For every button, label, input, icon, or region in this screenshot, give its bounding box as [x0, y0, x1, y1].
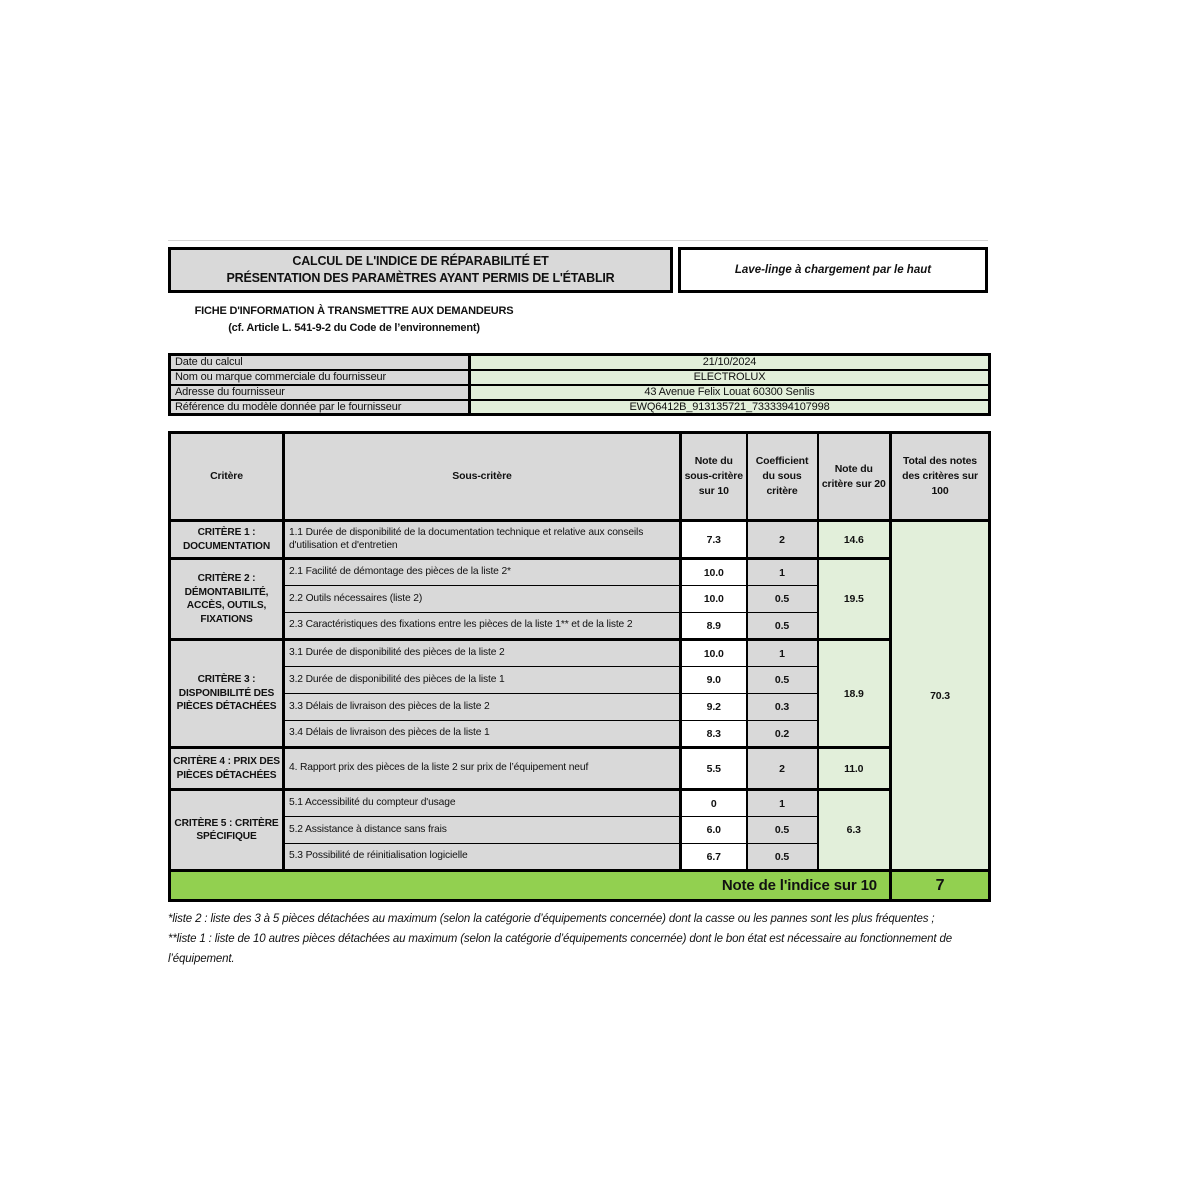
- subcriterion-cell: 4. Rapport prix des pièces de la liste 2 sur prix de l’équipement neuf: [284, 748, 681, 790]
- criterion-5-cell: CRITÈRE 5 : CRITÈRE SPÉCIFIQUE: [170, 790, 284, 871]
- product-type-label: Lave-linge à chargement par le haut: [734, 264, 932, 276]
- note20-cell: 14.6: [818, 521, 891, 559]
- document-content: [168, 240, 988, 969]
- table-row: [170, 521, 990, 559]
- info-row-address: [170, 385, 990, 400]
- column-header-total: Total des notes des critères sur 100: [891, 433, 990, 521]
- criteria-table: [168, 431, 991, 902]
- note10-cell: 10.0: [681, 559, 747, 586]
- note10-cell: 6.7: [681, 844, 747, 871]
- info-label: Référence du modèle donnée par le fournisseur: [170, 400, 470, 415]
- coefficient-cell: 1: [747, 640, 818, 667]
- note10-cell: 6.0: [681, 817, 747, 844]
- total-100-cell: 70.3: [891, 521, 990, 871]
- coefficient-cell: 2: [747, 521, 818, 559]
- coefficient-cell: 1: [747, 790, 818, 817]
- coefficient-cell: 1: [747, 559, 818, 586]
- column-header-critere: Critère: [170, 433, 284, 521]
- info-label: Date du calcul: [170, 355, 470, 370]
- table-row: [170, 790, 990, 817]
- footnote-liste2: *liste 2 : liste des 3 à 5 pièces détachées au maximum (selon la catégorie d’équipements concernée) dont la casse ou les pannes sont les plus fréquentes ;: [168, 913, 935, 925]
- criterion-2-cell: CRITÈRE 2 : DÉMONTABILITÉ, ACCÈS, OUTILS, FIXATIONS: [170, 559, 284, 640]
- note20-cell: 6.3: [818, 790, 891, 871]
- final-score-value: 7: [891, 871, 990, 901]
- subcriterion-cell: 3.1 Durée de disponibilité des pièces de la liste 2: [284, 640, 681, 667]
- criterion-4-cell: CRITÈRE 4 : PRIX DES PIÈCES DÉTACHÉES: [170, 748, 284, 790]
- info-value: 21/10/2024: [470, 355, 990, 370]
- note10-cell: 5.5: [681, 748, 747, 790]
- note20-cell: 18.9: [818, 640, 891, 748]
- document-subtitle: [168, 303, 540, 337]
- note10-cell: 8.3: [681, 721, 747, 748]
- info-row-brand: [170, 370, 990, 385]
- table-row: [170, 559, 990, 586]
- note10-cell: 10.0: [681, 640, 747, 667]
- note10-cell: 7.3: [681, 521, 747, 559]
- info-value: ELECTROLUX: [470, 370, 990, 385]
- note10-cell: 9.2: [681, 694, 747, 721]
- table-row: [170, 640, 990, 667]
- subcriterion-cell: 3.4 Délais de livraison des pièces de la liste 1: [284, 721, 681, 748]
- document-header: [168, 247, 988, 293]
- subcriterion-cell: 5.3 Possibilité de réinitialisation logicielle: [284, 844, 681, 871]
- subcriterion-cell: 3.3 Délais de livraison des pièces de la liste 2: [284, 694, 681, 721]
- coefficient-cell: 0.5: [747, 844, 818, 871]
- info-row-date: [170, 355, 990, 370]
- info-label: Adresse du fournisseur: [170, 385, 470, 400]
- subcriterion-cell: 5.1 Accessibilité du compteur d'usage: [284, 790, 681, 817]
- subcriterion-cell: 2.3 Caractéristiques des fixations entre les pièces de la liste 1** et de la liste 2: [284, 613, 681, 640]
- coefficient-cell: 0.5: [747, 613, 818, 640]
- subtitle-line2: (cf. Article L. 541-9-2 du Code de l’environnement): [228, 322, 480, 334]
- coefficient-cell: 2: [747, 748, 818, 790]
- column-header-coefficient: Coefficient du sous critère: [747, 433, 818, 521]
- note10-cell: 0: [681, 790, 747, 817]
- subcriterion-cell: 2.1 Facilité de démontage des pièces de la liste 2*: [284, 559, 681, 586]
- subcriterion-cell: 3.2 Durée de disponibilité des pièces de la liste 1: [284, 667, 681, 694]
- coefficient-cell: 0.5: [747, 817, 818, 844]
- subcriterion-cell: 5.2 Assistance à distance sans frais: [284, 817, 681, 844]
- footnote-liste1: **liste 1 : liste de 10 autres pièces détachées au maximum (selon la catégorie d’équipements concernée) dont le bon état est nécessaire au fonctionnement de l’équipement.: [168, 933, 952, 965]
- product-type-box: [678, 247, 988, 293]
- coefficient-cell: 0.3: [747, 694, 818, 721]
- coefficient-cell: 0.5: [747, 667, 818, 694]
- note20-cell: 19.5: [818, 559, 891, 640]
- column-header-note-critere: Note du critère sur 20: [818, 433, 891, 521]
- footnotes: [168, 909, 988, 969]
- document-title-line1: CALCUL DE L'INDICE DE RÉPARABILITÉ ET: [292, 254, 549, 268]
- subcriterion-cell: 2.2 Outils nécessaires (liste 2): [284, 586, 681, 613]
- supplier-info-table: [168, 353, 991, 416]
- coefficient-cell: 0.2: [747, 721, 818, 748]
- criterion-3-cell: CRITÈRE 3 : DISPONIBILITÉ DES PIÈCES DÉTACHÉES: [170, 640, 284, 748]
- note10-cell: 9.0: [681, 667, 747, 694]
- page-top-rule: [168, 240, 988, 241]
- note10-cell: 8.9: [681, 613, 747, 640]
- final-score-row: [170, 871, 990, 901]
- info-value: 43 Avenue Felix Louat 60300 Senlis: [470, 385, 990, 400]
- coefficient-cell: 0.5: [747, 586, 818, 613]
- note10-cell: 10.0: [681, 586, 747, 613]
- info-value: EWQ6412B_913135721_7333394107998: [470, 400, 990, 415]
- table-row: [170, 748, 990, 790]
- info-row-reference: [170, 400, 990, 415]
- criteria-table-header-row: [170, 433, 990, 521]
- column-header-note-sous: Note du sous-critère sur 10: [681, 433, 747, 521]
- note20-cell: 11.0: [818, 748, 891, 790]
- document-title-box: [168, 247, 673, 293]
- criterion-1-cell: CRITÈRE 1 : DOCUMENTATION: [170, 521, 284, 559]
- subcriterion-cell: 1.1 Durée de disponibilité de la documentation technique et relative aux conseils d'utilisation et d'entretien: [284, 521, 681, 559]
- info-label: Nom ou marque commerciale du fournisseur: [170, 370, 470, 385]
- final-score-label: Note de l'indice sur 10: [170, 871, 891, 901]
- column-header-sous-critere: Sous-critère: [284, 433, 681, 521]
- subtitle-line1: FICHE D'INFORMATION À TRANSMETTRE AUX DEMANDEURS: [194, 305, 514, 317]
- document-title-line2: PRÉSENTATION DES PARAMÈTRES AYANT PERMIS DE L'ÉTABLIR: [226, 271, 615, 285]
